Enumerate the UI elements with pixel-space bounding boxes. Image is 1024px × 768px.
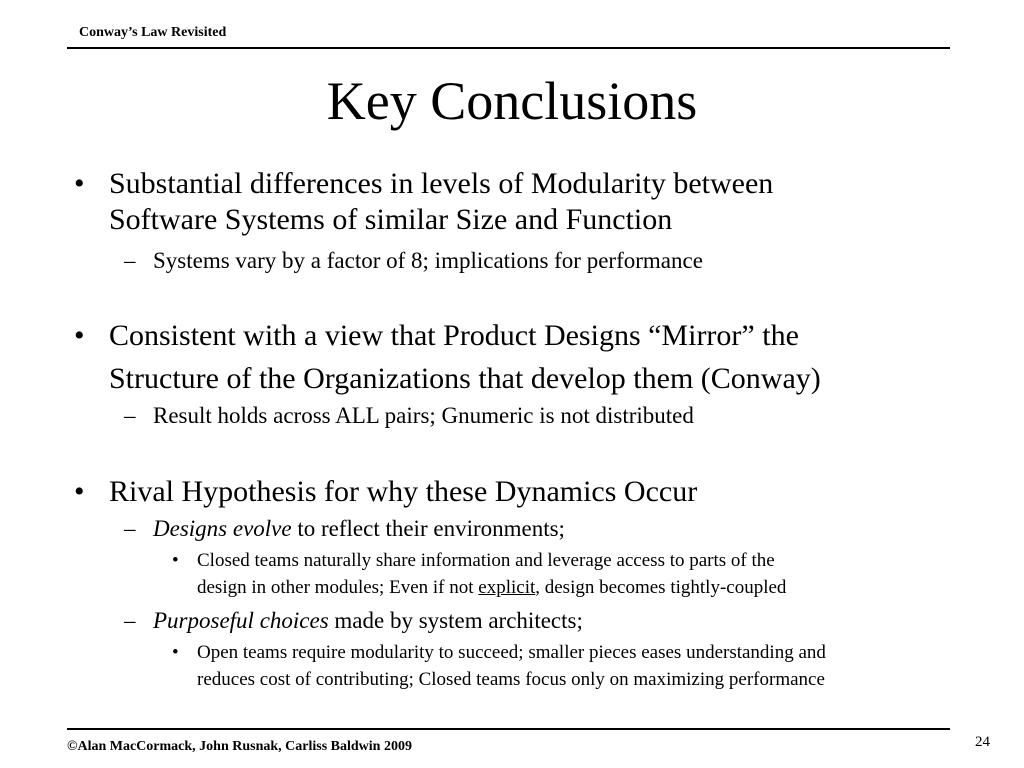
- dash-marker: –: [124, 516, 136, 541]
- bullet-text-line: Consistent with a view that Product Designs “Mirror” the: [109, 319, 799, 352]
- header-title: Conway’s Law Revisited: [79, 25, 227, 40]
- bullet-text-line: Substantial differences in levels of Modularity between: [109, 167, 774, 200]
- sub-bullet-text: [153, 607, 583, 635]
- sub-bullet-text: Systems vary by a factor of 8; implications for performance: [153, 248, 703, 273]
- detail-text-line: [197, 576, 786, 600]
- dash-marker: –: [124, 248, 136, 273]
- small-bullet-marker: •: [172, 550, 179, 571]
- bullet-text-line: Structure of the Organizations that develop them (Conway): [109, 362, 821, 395]
- bullet-text-line: Rival Hypothesis for why these Dynamics Occur: [109, 475, 698, 508]
- footer-divider: [67, 728, 950, 730]
- underlined-term: explicit: [478, 577, 536, 598]
- sub-bullet-text: [153, 515, 565, 543]
- bullet-marker: •: [74, 475, 85, 508]
- dash-marker: –: [124, 608, 136, 633]
- footer-copyright: ©Alan MacCormack, John Rusnak, Carliss Baldwin 2009: [67, 739, 412, 754]
- detail-text-line: reduces cost of contributing; Closed teams focus only on maximizing performance: [197, 669, 825, 690]
- page-number: 24: [975, 734, 990, 750]
- bullet-marker: •: [74, 167, 85, 200]
- dash-marker: –: [124, 403, 136, 428]
- detail-text-part: design in other modules; Even if not: [197, 577, 479, 598]
- detail-text-part: , design becomes tightly-coupled: [535, 577, 787, 598]
- bullet-text-line: Software Systems of similar Size and Function: [109, 203, 673, 236]
- emphasis-text: Designs evolve: [153, 516, 292, 541]
- small-bullet-marker: •: [172, 642, 179, 663]
- sub-bullet-text: Result holds across ALL pairs; Gnumeric is not distributed: [153, 403, 694, 428]
- bullet-marker: •: [74, 319, 85, 352]
- sub-bullet-rest: to reflect their environments;: [291, 516, 565, 541]
- detail-text-line: Open teams require modularity to succeed; smaller pieces eases understanding and: [197, 642, 826, 663]
- emphasis-text: Purposeful choices: [153, 608, 329, 633]
- slide-title: Key Conclusions: [326, 71, 698, 131]
- detail-text-line: Closed teams naturally share information and leverage access to parts of the: [197, 550, 775, 571]
- sub-bullet-rest: made by system architects;: [328, 608, 583, 633]
